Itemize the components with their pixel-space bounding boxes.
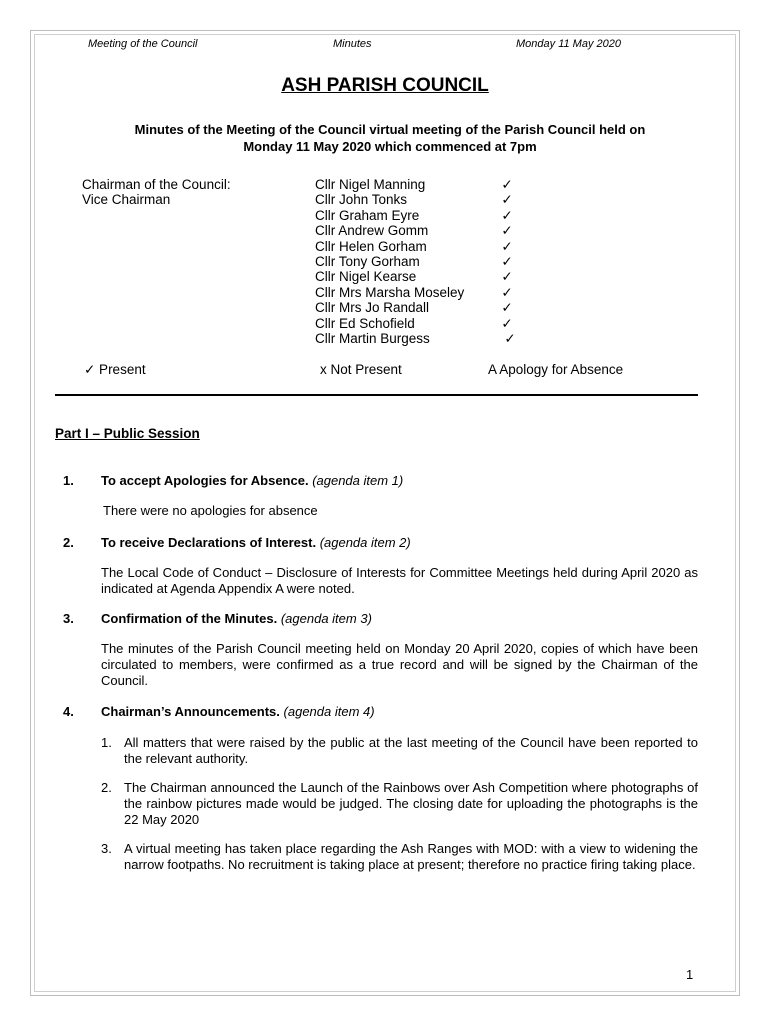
item-body: The Local Code of Conduct – Disclosure of Interests for Committee Meetings held during April 2020 as indicated at Agenda Appendix A were noted. [101,565,698,596]
present-check-icon: ✓ [501,315,513,331]
part-heading: Part I – Public Session [55,426,200,441]
header-center: Minutes [333,38,372,50]
page-number: 1 [686,967,694,982]
role-chairman: Chairman of the Council: [82,177,231,192]
present-check-icon: ✓ [504,331,516,347]
horizontal-divider [55,394,698,396]
member-name: Cllr Tony Gorham [315,254,420,270]
item-heading [101,611,372,626]
present-check-icon: ✓ [501,238,513,254]
item-title: To receive Declarations of Interest. [101,535,317,550]
item-agenda-ref: (agenda item 2) [319,535,411,550]
present-check-icon: ✓ [501,300,513,316]
attendance-marks [497,177,517,346]
header-left: Meeting of the Council [88,38,198,50]
document-subtitle [80,121,700,155]
item-agenda-ref: (agenda item 3) [280,611,372,626]
announcement-item [101,735,698,767]
announcement-number: 2. [101,780,112,795]
legend-apology: A Apology for Absence [488,362,624,377]
legend-not-present: x Not Present [320,362,402,377]
item-agenda-ref: (agenda item 1) [312,473,404,488]
item-heading [101,704,375,719]
item-agenda-ref: (agenda item 4) [283,704,375,719]
member-name: Cllr Nigel Manning [315,177,426,192]
present-check-icon: ✓ [501,223,513,239]
present-check-icon: ✓ [501,284,513,300]
announcement-item [101,841,698,873]
present-check-icon: ✓ [501,192,513,208]
attendance-members [315,177,464,346]
member-name: Cllr Martin Burgess [315,331,430,347]
member-name: Cllr Mrs Jo Randall [315,300,430,316]
member-name: Cllr Andrew Gomm [315,223,429,239]
present-check-icon: ✓ [501,254,513,270]
role-vice-chairman: Vice Chairman [82,192,171,208]
item-heading [101,473,403,488]
member-name: Cllr John Tonks [315,192,408,208]
legend-present: ✓ Present [84,362,146,377]
item-body: There were no apologies for absence [103,503,318,518]
present-check-icon: ✓ [501,177,513,192]
announcement-text: A virtual meeting has taken place regarding the Ash Ranges with MOD: with a view to widening the narrow footpaths. No recruitment is taking place at present; therefore no practice firing taking place. [124,841,698,872]
member-name: Cllr Nigel Kearse [315,269,417,285]
item-heading [101,535,411,550]
item-number: 2. [63,535,74,550]
document-title: ASH PARISH COUNCIL [281,75,489,96]
announcement-text: All matters that were raised by the public at the last meeting of the Council have been reported to the relevant authority. [124,735,698,766]
item-number: 4. [63,704,74,719]
subtitle-line-1: Minutes of the Meeting of the Council virtual meeting of the Parish Council held on [134,122,646,137]
announcement-text: The Chairman announced the Launch of the Rainbows over Ash Competition where photographs of the rainbow pictures made would be judged. The closing date for uploading the photographs is the 22 May 2020 [124,780,698,827]
attendance-roles [82,177,231,208]
member-name: Cllr Ed Schofield [315,315,415,331]
subtitle-line-2: Monday 11 May 2020 which commenced at 7pm [243,139,537,154]
item-title: To accept Apologies for Absence. [101,473,309,488]
item-number: 3. [63,611,74,626]
item-title: Confirmation of the Minutes. [101,611,278,626]
announcement-item [101,780,698,828]
header-right: Monday 11 May 2020 [516,38,621,50]
item-title: Chairman’s Announcements. [101,704,280,719]
member-name: Cllr Graham Eyre [315,207,420,223]
present-check-icon: ✓ [501,207,513,223]
present-check-icon: ✓ [501,269,513,285]
announcement-number: 3. [101,841,112,856]
announcement-number: 1. [101,735,112,750]
member-name: Cllr Helen Gorham [315,238,427,254]
item-number: 1. [63,473,74,488]
item-body: The minutes of the Parish Council meeting held on Monday 20 April 2020, copies of which have been circulated to members, were confirmed as a true record and will be signed by the Chairman of the Council. [101,641,698,688]
member-name: Cllr Mrs Marsha Moseley [315,284,465,300]
